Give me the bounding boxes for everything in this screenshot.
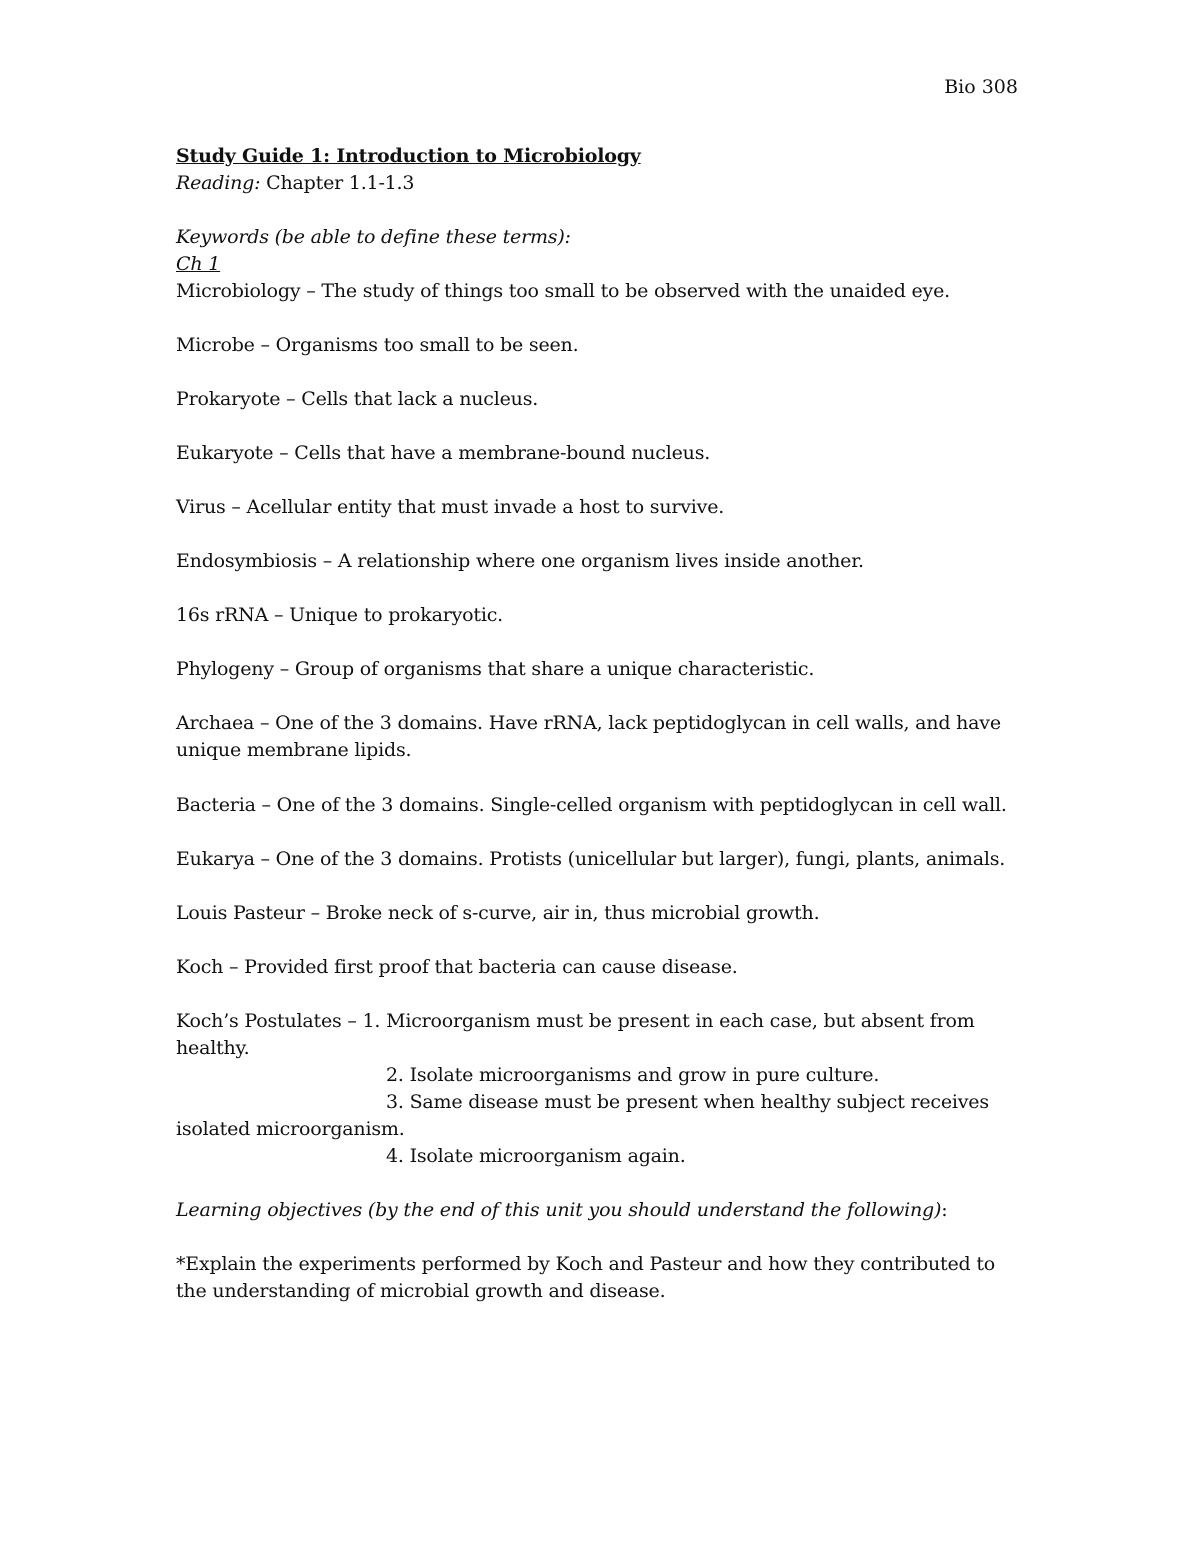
objective-item-continuation: the understanding of microbial growth and disease. — [176, 1280, 666, 1302]
reading-value: Chapter 1.1-1.3 — [260, 172, 415, 194]
definition-koch: Koch – Provided first proof that bacteria can cause disease. — [176, 956, 738, 978]
reading-label: Reading: — [176, 172, 261, 194]
postulate-3-continuation: isolated microorganism. — [176, 1118, 405, 1140]
definition-louis-pasteur: Louis Pasteur – Broke neck of s-curve, air in, thus microbial growth. — [176, 902, 820, 924]
definition-microbiology: Microbiology – The study of things too small to be observed with the unaided eye. — [176, 280, 950, 302]
definition-microbe: Microbe – Organisms too small to be seen. — [176, 334, 579, 356]
definition-archaea: Archaea – One of the 3 domains. Have rRNA, lack peptidoglycan in cell walls, and have — [176, 712, 1001, 734]
postulate-3: 3. Same disease must be present when healthy subject receives — [386, 1091, 989, 1113]
chapter-heading: Ch 1 — [176, 253, 221, 275]
course-header: Bio 308 — [944, 76, 1018, 98]
objectives-heading-line — [176, 1197, 947, 1224]
objectives-heading: Learning objectives (by the end of this unit you should understand the following) — [176, 1199, 942, 1221]
postulate-1: Koch’s Postulates – 1. Microorganism must be present in each case, but absent from — [176, 1010, 975, 1032]
definition-phylogeny: Phylogeny – Group of organisms that share a unique characteristic. — [176, 658, 815, 680]
keywords-heading: Keywords (be able to define these terms): — [176, 226, 571, 248]
objective-item: *Explain the experiments performed by Koch and Pasteur and how they contributed to — [176, 1253, 996, 1275]
definition-archaea-continuation: unique membrane lipids. — [176, 739, 412, 761]
definition-eukaryote: Eukaryote – Cells that have a membrane-bound nucleus. — [176, 442, 711, 464]
postulate-4: 4. Isolate microorganism again. — [386, 1145, 686, 1167]
definition-16s-rrna: 16s rRNA – Unique to prokaryotic. — [176, 604, 503, 626]
postulate-1-continuation: healthy. — [176, 1037, 250, 1059]
definition-bacteria: Bacteria – One of the 3 domains. Single-celled organism with peptidoglycan in cell wall. — [176, 794, 1007, 816]
objectives-colon: : — [941, 1199, 948, 1221]
definition-endosymbiosis: Endosymbiosis – A relationship where one organism lives inside another. — [176, 550, 864, 572]
definition-prokaryote: Prokaryote – Cells that lack a nucleus. — [176, 388, 539, 410]
definition-virus: Virus – Acellular entity that must invade a host to survive. — [176, 496, 725, 518]
document-title: Study Guide 1: Introduction to Microbiology — [176, 145, 641, 167]
postulate-2: 2. Isolate microorganisms and grow in pure culture. — [386, 1064, 880, 1086]
definition-eukarya: Eukarya – One of the 3 domains. Protists (unicellular but larger), fungi, plants, animals. — [176, 848, 1006, 870]
reading-line — [176, 170, 414, 197]
